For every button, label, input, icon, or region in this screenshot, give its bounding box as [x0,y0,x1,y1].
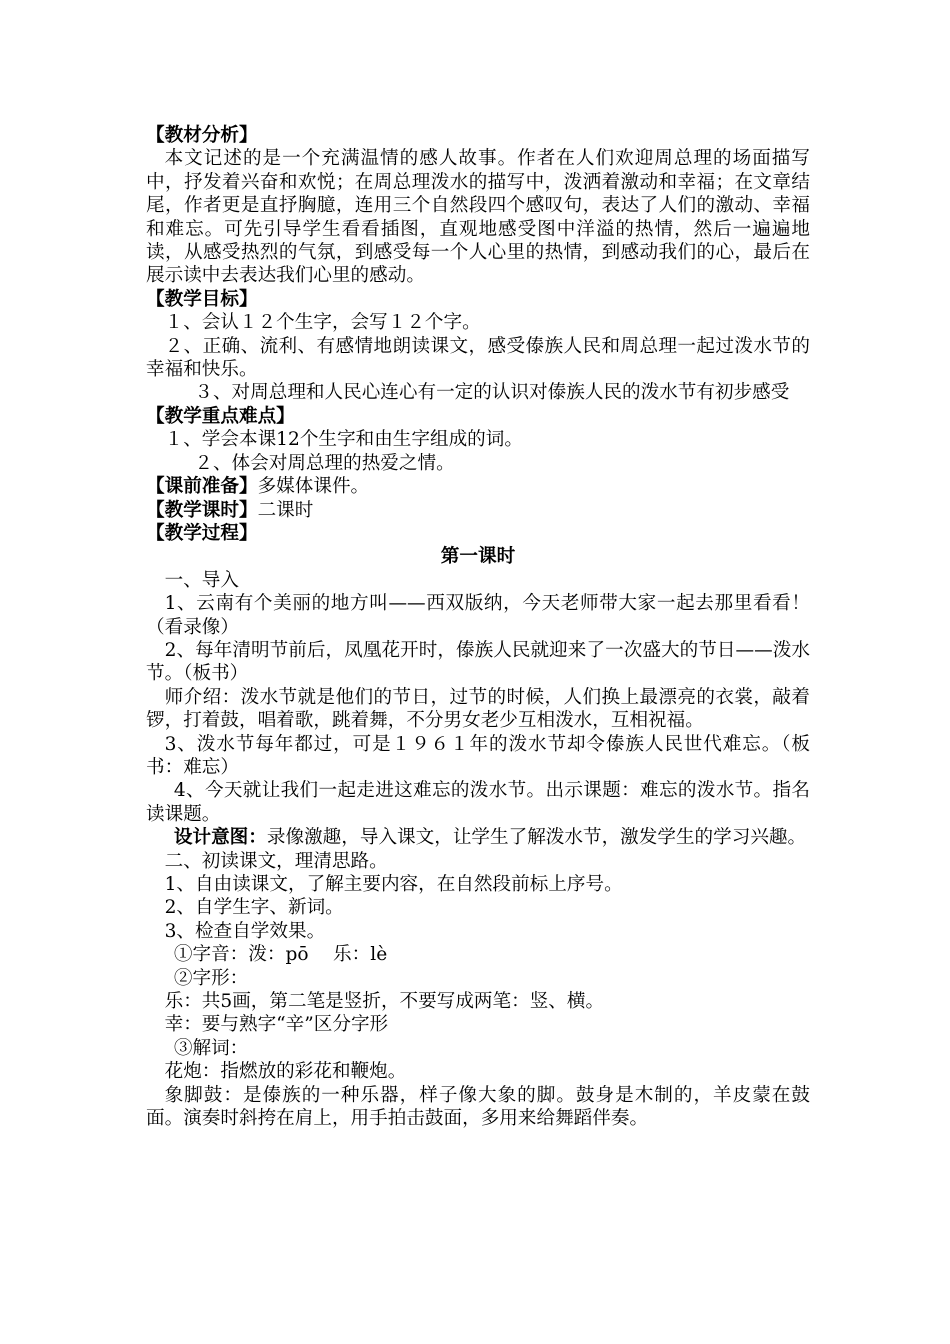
hours-line [146,499,810,522]
teacher-intro: 师介绍：泼水节就是他们的节日，过节的时候，人们换上最漂亮的衣裳，敲着锣，打着鼓，唱着歌，跳着舞，不分男女老少互相泼水，互相祝福。 [146,686,810,732]
shape-le: 乐：共5画，第二笔是竖折，不要写成两笔：竖、横。 [164,991,605,1013]
process-heading: 【教学过程】 [146,522,258,544]
reading-step-1: 1、自由读课文，了解主要内容，在自然段前标上序号。 [164,874,623,895]
pronunciation-line: ①字音：泼：pō 乐：lè [173,944,388,966]
preparation-line [146,475,810,498]
hours-value: 二课时 [257,499,314,521]
design-intent-text: 录像激趣，导入课文，让学生了解泼水节，激发学生的学习兴趣。 [266,827,807,849]
shape-heading: ②字形： [173,967,249,989]
goal-2: ２、正确、流利、有感情地朗读课文，感受傣族人民和周总理一起过泼水节的幸福和快乐。 [146,335,810,381]
hours-heading: 【教学课时】 [146,499,258,521]
vocab-huapao: 花炮：指燃放的彩花和鞭炮。 [164,1061,407,1083]
preparation-heading: 【课前准备】 [146,476,258,498]
lesson-title: 第一课时 [440,546,516,568]
intro-step-3: 3、泼水节每年都过，可是１９６１年的泼水节却令傣族人民世代难忘。（板书：难忘） [146,733,810,778]
document-page [146,124,810,1130]
intro-step-4: 4、今天就让我们一起走进这难忘的泼水节。出示课题：难忘的泼水节。指名读课题。 [146,780,810,825]
analysis-heading: 【教材分析】 [146,125,258,146]
intro-heading: 一、导入 [164,569,239,591]
key-points-heading: 【教学重点难点】 [146,405,295,427]
design-intent [146,826,810,849]
shape-xing: 幸：要与熟字“辛”区分字形 [164,1014,389,1036]
reading-step-2: 2、自学生字、新词。 [164,897,344,919]
goals-heading: 【教学目标】 [146,288,258,310]
vocab-xiangjiaogu: 象脚鼓：是傣族的一种乐器，样子像大象的脚。鼓身是木制的，羊皮蒙在鼓面。演奏时斜挎在肩上，用手拍击鼓面，多用来给舞蹈伴奏。 [146,1084,810,1130]
preparation-value: 多媒体课件。 [257,476,370,498]
key-point-1: １、学会本课12个生字和由生字组成的词。 [164,429,523,451]
reading-step-3: 3、检查自学效果。 [164,920,326,942]
analysis-paragraph: 本文记述的是一个充满温情的感人故事。作者在人们欢迎周总理的场面描写中，抒发着兴奋和欢悦；在周总理泼水的描写中，泼洒着激动和幸福；在文章结尾，作者更是直抒胸臆，连用三个自然段四个感叹句，表达了人们的激动、幸福和难忘。可先引导学生看看插图，直观地感受图中洋溢的热情，然后一遍遍地读，从感受热烈的气氛，到感受每一个人心里的热情，到感动我们的心，最后在展示读中去表达我们心里的感动。 [146,148,810,287]
reading-heading: 二、初读课文，理清思路。 [164,850,388,872]
intro-step-2: 2、每年清明节前后，凤凰花开时，傣族人民就迎来了一次盛大的节日——泼水节。（板书） [146,639,810,685]
intro-step-1: 1、云南有个美丽的地方叫——西双版纳，今天老师带大家一起去那里看看！（看录像） [146,593,810,638]
goal-1: １、会认１２个生字，会写１２个字。 [164,312,481,334]
key-point-2: ２、体会对周总理的热爱之情。 [194,452,455,474]
design-intent-label: 设计意图： [173,827,267,849]
goal-3: ３、对周总理和人民心连心有一定的认识对傣族人民的泼水节有初步感受 [194,382,790,404]
vocabulary-heading: ③解词： [173,1037,249,1059]
